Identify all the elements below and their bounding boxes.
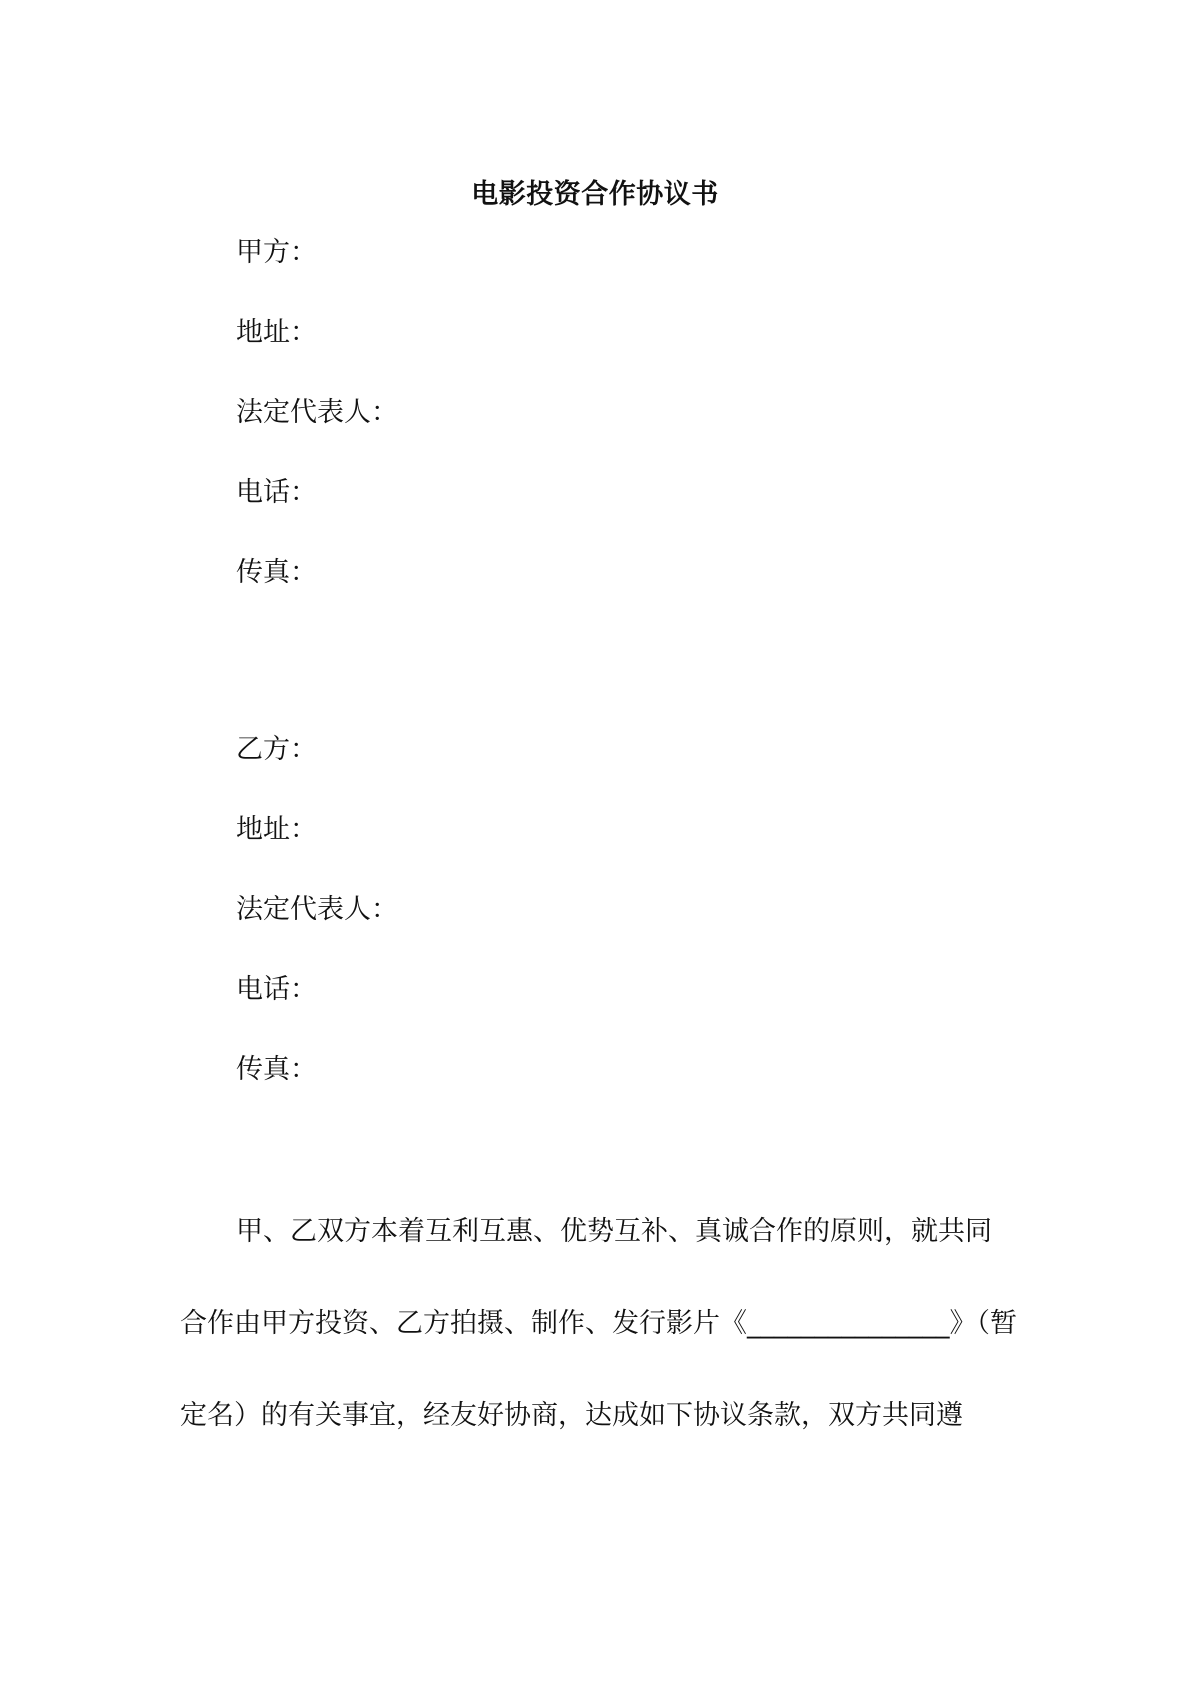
body-paragraph-line: 甲、乙双方本着互利互惠、优势互补、真诚合作的原则，就共同 (236, 1216, 992, 1247)
party-a-legal-rep-label: 法定代表人： (236, 397, 398, 428)
party-a-fax-label: 传真： (236, 557, 317, 588)
party-b-legal-rep-label: 法定代表人： (236, 894, 398, 925)
body-paragraph-line: 合作由甲方投资、乙方拍摄、制作、发行影片《_______________》（暂 (180, 1308, 1017, 1339)
body-paragraph-line: 定名）的有关事宜，经友好协商，达成如下协议条款，双方共同遵 (180, 1400, 963, 1431)
party-b-phone-label: 电话： (236, 974, 317, 1005)
party-b-fax-label: 传真： (236, 1054, 317, 1085)
document-title: 电影投资合作协议书 (471, 179, 719, 210)
party-b-label: 乙方： (236, 734, 317, 765)
party-a-label: 甲方： (236, 237, 317, 268)
party-a-phone-label: 电话： (236, 477, 317, 508)
party-b-address-label: 地址： (236, 814, 317, 845)
party-a-address-label: 地址： (236, 317, 317, 348)
